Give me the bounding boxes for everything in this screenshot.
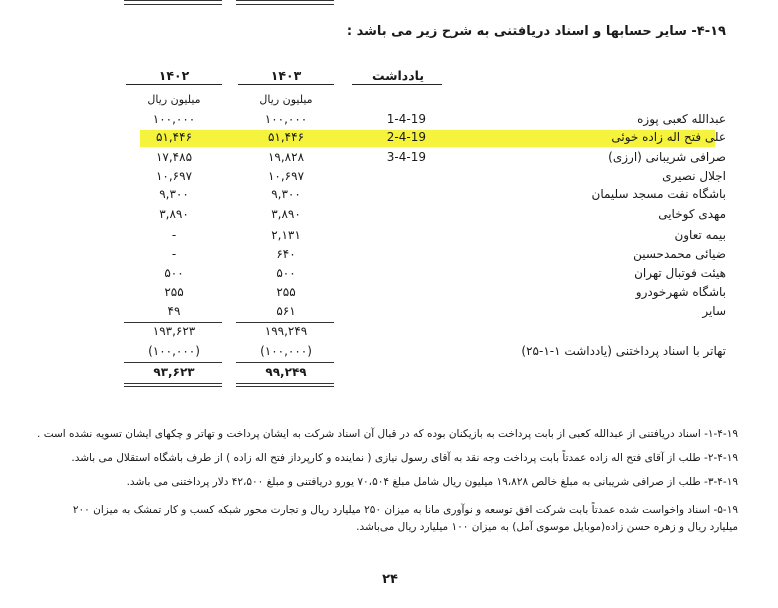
offset-1403: (۱۰۰,۰۰۰): [260, 344, 312, 358]
row-value-1403: ۳,۸۹۰: [271, 207, 301, 221]
subtotal-row: [0, 324, 778, 342]
row-label: سایر: [702, 304, 726, 318]
row-value-1402: ۱۰,۶۹۷: [155, 169, 193, 183]
row-label: ضیائی محمدحسین: [633, 247, 726, 261]
row-label: علی فتح اله زاده خوئی: [611, 130, 726, 144]
table-row: [0, 247, 778, 265]
row-value-1403: ۱۰,۶۹۷: [267, 169, 305, 183]
row-value-1403: ۵۱,۴۴۶: [267, 130, 305, 144]
col-header-note: یادداشت: [371, 68, 425, 83]
table-row: [0, 285, 778, 303]
row-value-1403: ۵۰۰: [276, 266, 296, 280]
row-value-1402: ۹,۳۰۰: [159, 187, 189, 201]
total-1402: ۹۳,۶۲۳: [153, 365, 195, 379]
row-value-1402: -: [171, 228, 177, 242]
row-value-1403: ۹,۳۰۰: [271, 187, 301, 201]
col-header-1402: ۱۴۰۲: [158, 68, 190, 83]
page-number: ۲۴: [382, 572, 398, 587]
row-value-1402: ۵۱,۴۴۶: [155, 130, 193, 144]
top-double-rule-1402: [124, 0, 222, 5]
row-label: باشگاه نفت مسجد سلیمان: [591, 187, 726, 201]
row-value-1403: ۵۶۱: [276, 304, 296, 318]
footnote-3: ۳-۴-۱۹- طلب از صرافی شریبانی به مبلغ خالص ۱۹،۸۲۸ میلیون ریال شامل مبلغ ۷۰،۵۰۴ یورو دریافتنی و مبلغ ۴۲،۵۰۰ دلار پرداختنی می باشد.: [126, 476, 738, 488]
footnote-1: ۱-۴-۱۹- اسناد دریافتنی از عبدالله کعبی از بابت پرداخت به بازیکنان بوده که در قبال آن اسناد شرکت به ایشان پرداخت و تهاتر و چکهای ایشان تسویه نشده است .: [37, 428, 738, 440]
row-note: 2-4-19: [386, 130, 426, 144]
row-note: 1-4-19: [386, 112, 426, 126]
row-value-1402: ۵۰۰: [164, 266, 184, 280]
row-value-1403: ۱۹,۸۲۸: [267, 150, 305, 164]
table-row: [0, 150, 778, 168]
row-label: صرافی شریبانی (ارزی): [608, 150, 726, 164]
col-header-rule-note: [352, 84, 442, 85]
row-label: مهدی کوخایی: [658, 207, 726, 221]
subtotal-rule-1403: [236, 322, 334, 323]
offset-1402: (۱۰۰,۰۰۰): [148, 344, 200, 358]
row-value-1402: ۱۷,۴۸۵: [155, 150, 193, 164]
table-row: [0, 187, 778, 205]
row-value-1403: ۶۴۰: [276, 247, 296, 261]
table-row: [0, 112, 778, 130]
top-double-rule-1403: [236, 0, 334, 5]
col-header-rule-1402: [126, 84, 222, 85]
row-label: باشگاه شهرخودرو: [635, 285, 726, 299]
table-row: [0, 130, 778, 148]
footnote-4: ۵-۱۹- اسناد واخواست شده عمدتاً بابت شرکت افق توسعه و نوآوری مانا به میزان ۲۵۰ میلیارد ریال و تجارت محور شبکه کسب و کار تمشک به میزان ۲۰۰ میلیارد ریال و زهره حسن زاده(موبایل موسوی آمل) به میزان ۱۰۰ میلیارد ریال می‌باشد.: [72, 504, 738, 533]
table-row: [0, 228, 778, 246]
col-header-rule-1403: [238, 84, 334, 85]
row-value-1402: -: [171, 247, 177, 261]
offset-label: تهاتر با اسناد پرداختنی (یادداشت ۱-۱-۲۵): [521, 344, 726, 358]
row-value-1403: ۲,۱۳۱: [271, 228, 301, 242]
row-value-1402: ۱۰۰,۰۰۰: [152, 112, 196, 126]
subtotal-rule-1402: [124, 322, 222, 323]
row-value-1403: ۱۰۰,۰۰۰: [264, 112, 308, 126]
total-row: [0, 365, 778, 383]
total-rule-1403: [236, 362, 334, 363]
row-value-1402: ۲۵۵: [164, 285, 184, 299]
row-note: 3-4-19: [386, 150, 426, 164]
row-label: اجلال نصیری: [662, 169, 726, 183]
col-header-1403: ۱۴۰۳: [270, 68, 302, 83]
total-double-rule-1402: [124, 383, 222, 387]
table-row: [0, 207, 778, 225]
unit-1402: میلیون ریال: [147, 93, 201, 106]
footnote-2: ۲-۴-۱۹- طلب از آقای فتح اله زاده عمدتاً بابت پرداخت وجه نقد به آقای رسول نیازی ( نماینده و کارپرداز فتح اله زاده ) از طرف باشگاه استقلال می باشد.: [71, 452, 738, 464]
subtotal-1402: ۱۹۳,۶۲۳: [152, 324, 196, 338]
row-label: عبدالله کعبی پوزه: [637, 112, 726, 126]
table-row: [0, 266, 778, 284]
row-value-1403: ۲۵۵: [276, 285, 296, 299]
table-row: [0, 304, 778, 322]
offset-row: [0, 344, 778, 362]
section-heading: ۴-۱۹- سایر حسابها و اسناد دریافتنی به شرح زیر می باشد :: [346, 24, 726, 39]
row-label: بیمه تعاون: [674, 228, 726, 242]
table-row: [0, 169, 778, 187]
row-value-1402: ۳,۸۹۰: [159, 207, 189, 221]
total-double-rule-1403: [236, 383, 334, 387]
row-label: هیئت فوتبال تهران: [634, 266, 726, 280]
total-1403: ۹۹,۲۴۹: [265, 365, 307, 379]
subtotal-1403: ۱۹۹,۲۴۹: [264, 324, 308, 338]
row-value-1402: ۴۹: [167, 304, 181, 318]
total-rule-1402: [124, 362, 222, 363]
unit-1403: میلیون ریال: [259, 93, 313, 106]
